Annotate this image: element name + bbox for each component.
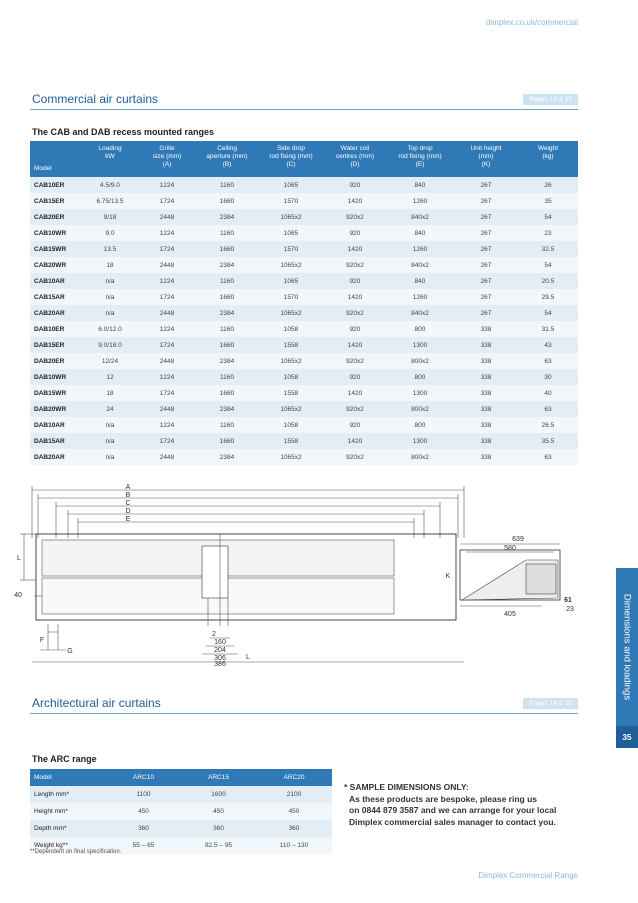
- value-cell: 54: [518, 257, 578, 273]
- arc-subtitle: The ARC range: [32, 754, 97, 764]
- footer-text: Dimplex Commercial Range: [478, 871, 578, 880]
- table-row: [30, 177, 578, 193]
- value-cell: 800x2: [386, 401, 454, 417]
- value-cell: 1260: [386, 193, 454, 209]
- value-cell: 1160: [196, 369, 258, 385]
- value-cell: 63: [518, 401, 578, 417]
- value-cell: 1065x2: [258, 353, 324, 369]
- section-title: Architectural air curtains: [32, 696, 161, 710]
- value-cell: 4.5/9.0: [82, 177, 138, 193]
- value-cell: 110 – 130: [256, 837, 332, 854]
- value-cell: 1660: [196, 193, 258, 209]
- value-cell: 1065x2: [258, 305, 324, 321]
- value-cell: 338: [454, 369, 518, 385]
- value-cell: 9/18: [82, 209, 138, 225]
- value-cell: 1420: [324, 193, 386, 209]
- model-cell: DAB15ER: [30, 337, 82, 353]
- value-cell: 63: [518, 449, 578, 465]
- value-cell: 20.5: [518, 273, 578, 289]
- value-cell: 55 – 65: [106, 837, 181, 854]
- value-cell: 1300: [386, 337, 454, 353]
- value-cell: 2448: [138, 353, 196, 369]
- column-header: ARC20: [256, 769, 332, 786]
- column-header: Model: [30, 141, 82, 177]
- sample-dimensions-note: [344, 782, 594, 828]
- value-cell: 1224: [138, 321, 196, 337]
- table-header-row: [30, 769, 332, 786]
- value-cell: 360: [256, 820, 332, 837]
- dim-l-bottom: L: [246, 654, 250, 661]
- value-cell: 2384: [196, 305, 258, 321]
- value-cell: 1058: [258, 321, 324, 337]
- value-cell: 1724: [138, 433, 196, 449]
- value-cell: 2448: [138, 257, 196, 273]
- table-row: [30, 321, 578, 337]
- value-cell: 63: [518, 353, 578, 369]
- value-cell: 1224: [138, 273, 196, 289]
- value-cell: 26: [518, 177, 578, 193]
- dim-a-label: A: [125, 484, 131, 491]
- value-cell: 32.5: [518, 241, 578, 257]
- value-cell: 1065x2: [258, 209, 324, 225]
- value-cell: 338: [454, 417, 518, 433]
- dimension-drawing: [10, 478, 590, 668]
- dim-2: 2: [212, 631, 216, 638]
- table-row: [30, 241, 578, 257]
- value-cell: 12/24: [82, 353, 138, 369]
- value-cell: 1058: [258, 369, 324, 385]
- value-cell: n/a: [82, 417, 138, 433]
- value-cell: 1600: [181, 786, 256, 803]
- value-cell: 920x2: [324, 353, 386, 369]
- value-cell: 35: [518, 193, 578, 209]
- row-label-cell: Depth mm*: [30, 820, 106, 837]
- value-cell: 13.5: [82, 241, 138, 257]
- dim-d-label: D: [125, 508, 131, 515]
- table-row: [30, 193, 578, 209]
- value-cell: 1420: [324, 385, 386, 401]
- value-cell: 920x2: [324, 449, 386, 465]
- value-cell: 35.5: [518, 433, 578, 449]
- value-cell: 267: [454, 225, 518, 241]
- value-cell: 800: [386, 417, 454, 433]
- value-cell: 360: [181, 820, 256, 837]
- value-cell: 2384: [196, 209, 258, 225]
- value-cell: 840: [386, 177, 454, 193]
- value-cell: 840x2: [386, 257, 454, 273]
- value-cell: 1065: [258, 177, 324, 193]
- value-cell: 920x2: [324, 257, 386, 273]
- value-cell: 26.5: [518, 417, 578, 433]
- column-header: Unit height (mm) (K): [454, 141, 518, 177]
- table-row: [30, 209, 578, 225]
- value-cell: 920: [324, 417, 386, 433]
- value-cell: 6.0/12.0: [82, 321, 138, 337]
- value-cell: 800: [386, 321, 454, 337]
- value-cell: 1160: [196, 273, 258, 289]
- table-row: [30, 433, 578, 449]
- value-cell: 2384: [196, 257, 258, 273]
- cab-dab-table: [30, 141, 578, 465]
- dim-k: K: [445, 573, 451, 580]
- dim-b-label: B: [125, 492, 131, 499]
- value-cell: 9.0: [82, 225, 138, 241]
- model-cell: DAB10ER: [30, 321, 82, 337]
- value-cell: 1558: [258, 385, 324, 401]
- table-row: [30, 449, 578, 465]
- value-cell: 1724: [138, 193, 196, 209]
- value-cell: 267: [454, 177, 518, 193]
- dim-386: 386: [214, 661, 226, 668]
- value-cell: 338: [454, 401, 518, 417]
- value-cell: 1065x2: [258, 257, 324, 273]
- value-cell: 1724: [138, 241, 196, 257]
- value-cell: 1420: [324, 289, 386, 305]
- value-cell: 800x2: [386, 449, 454, 465]
- table-header-row: [30, 141, 578, 177]
- value-cell: 840: [386, 225, 454, 241]
- dim-l-left: L: [17, 555, 21, 562]
- value-cell: 1724: [138, 289, 196, 305]
- model-cell: CAB20WR: [30, 257, 82, 273]
- value-cell: 2448: [138, 401, 196, 417]
- value-cell: 1224: [138, 225, 196, 241]
- site-url[interactable]: dimplex.co.uk/commercial: [485, 18, 578, 27]
- model-cell: CAB20AR: [30, 305, 82, 321]
- value-cell: 6.75/13.5: [82, 193, 138, 209]
- value-cell: 267: [454, 273, 518, 289]
- model-cell: CAB15ER: [30, 193, 82, 209]
- table-row: [30, 273, 578, 289]
- value-cell: 1300: [386, 433, 454, 449]
- dim-580: 580: [504, 545, 516, 552]
- value-cell: 1065x2: [258, 449, 324, 465]
- value-cell: 1420: [324, 241, 386, 257]
- model-cell: CAB10AR: [30, 273, 82, 289]
- value-cell: 2384: [196, 401, 258, 417]
- page-number: 35: [616, 726, 638, 748]
- value-cell: 1160: [196, 417, 258, 433]
- value-cell: 31.5: [518, 321, 578, 337]
- value-cell: 2448: [138, 305, 196, 321]
- value-cell: 1558: [258, 433, 324, 449]
- value-cell: 1660: [196, 385, 258, 401]
- cab-dab-subtitle: The CAB and DAB recess mounted ranges: [32, 127, 215, 137]
- value-cell: 1058: [258, 417, 324, 433]
- value-cell: 840x2: [386, 305, 454, 321]
- value-cell: n/a: [82, 289, 138, 305]
- value-cell: 54: [518, 305, 578, 321]
- table-row: [30, 401, 578, 417]
- value-cell: 2448: [138, 449, 196, 465]
- value-cell: 2384: [196, 353, 258, 369]
- value-cell: 54: [518, 209, 578, 225]
- value-cell: 1065x2: [258, 401, 324, 417]
- architectural-section-header: [30, 692, 578, 714]
- value-cell: 40: [518, 385, 578, 401]
- dim-g: G: [67, 648, 73, 655]
- value-cell: 1660: [196, 289, 258, 305]
- value-cell: 1420: [324, 337, 386, 353]
- dim-306: 306: [214, 655, 226, 662]
- column-header: Grille size (mm) (A): [138, 141, 196, 177]
- value-cell: 1224: [138, 417, 196, 433]
- arc-footnote: **Dependent on final specification.: [30, 849, 122, 855]
- value-cell: 1660: [196, 241, 258, 257]
- value-cell: 267: [454, 305, 518, 321]
- dim-f: F: [39, 637, 45, 644]
- value-cell: 1100: [106, 786, 181, 803]
- dim-23: 23: [566, 606, 574, 613]
- column-header: Weight (kg): [518, 141, 578, 177]
- table-row: [30, 385, 578, 401]
- table-row: [30, 820, 332, 837]
- section-title: Commercial air curtains: [32, 92, 159, 106]
- model-cell: DAB20AR: [30, 449, 82, 465]
- value-cell: 1065: [258, 225, 324, 241]
- value-cell: 920: [324, 273, 386, 289]
- value-cell: 2100: [256, 786, 332, 803]
- value-cell: 920: [324, 321, 386, 337]
- value-cell: 920x2: [324, 305, 386, 321]
- arc-table: [30, 769, 332, 854]
- value-cell: 1660: [196, 337, 258, 353]
- value-cell: 1570: [258, 193, 324, 209]
- value-cell: 840: [386, 273, 454, 289]
- table-row: [30, 305, 578, 321]
- model-cell: DAB15WR: [30, 385, 82, 401]
- value-cell: 338: [454, 321, 518, 337]
- model-cell: DAB20WR: [30, 401, 82, 417]
- value-cell: 23: [518, 225, 578, 241]
- value-cell: 12: [82, 369, 138, 385]
- value-cell: n/a: [82, 449, 138, 465]
- value-cell: 450: [181, 803, 256, 820]
- column-header: Ceiling aperture (mm) (B): [196, 141, 258, 177]
- column-header: Water coil centres (mm) (D): [324, 141, 386, 177]
- dim-40: 40: [14, 592, 22, 599]
- value-cell: n/a: [82, 273, 138, 289]
- dim-405: 405: [504, 611, 516, 618]
- value-cell: 29.5: [518, 289, 578, 305]
- value-cell: 338: [454, 337, 518, 353]
- dim-204: 204: [214, 647, 226, 654]
- side-tab: [616, 568, 638, 726]
- value-cell: 267: [454, 289, 518, 305]
- value-cell: 43: [518, 337, 578, 353]
- value-cell: 920x2: [324, 401, 386, 417]
- value-cell: 1260: [386, 289, 454, 305]
- value-cell: 338: [454, 385, 518, 401]
- model-cell: CAB20ER: [30, 209, 82, 225]
- value-cell: 840x2: [386, 209, 454, 225]
- table-row: [30, 417, 578, 433]
- column-header: Top drop rod fixing (mm) (E): [386, 141, 454, 177]
- commercial-section-header: [30, 88, 578, 110]
- value-cell: 1724: [138, 385, 196, 401]
- table-row: [30, 337, 578, 353]
- dim-61: 61: [564, 597, 572, 604]
- model-cell: DAB15AR: [30, 433, 82, 449]
- model-cell: CAB10ER: [30, 177, 82, 193]
- value-cell: 1724: [138, 337, 196, 353]
- value-cell: 338: [454, 433, 518, 449]
- model-cell: CAB15WR: [30, 241, 82, 257]
- value-cell: 338: [454, 449, 518, 465]
- pages-tag: Pages 13 & 17: [523, 94, 578, 105]
- column-header: Side drop rod fixing (mm) (C): [258, 141, 324, 177]
- model-cell: DAB10WR: [30, 369, 82, 385]
- model-cell: DAB20ER: [30, 353, 82, 369]
- sample-heading: * SAMPLE DIMENSIONS ONLY:: [344, 782, 469, 792]
- value-cell: 1160: [196, 225, 258, 241]
- value-cell: 920: [324, 225, 386, 241]
- value-cell: 800x2: [386, 353, 454, 369]
- column-header: ARC10: [106, 769, 181, 786]
- dim-e-label: E: [125, 516, 131, 523]
- value-cell: 1660: [196, 433, 258, 449]
- value-cell: 450: [106, 803, 181, 820]
- table-row: [30, 803, 332, 820]
- dim-160: 160: [214, 639, 226, 646]
- model-cell: CAB10WR: [30, 225, 82, 241]
- value-cell: 360: [106, 820, 181, 837]
- value-cell: 1558: [258, 337, 324, 353]
- row-label-cell: Weight kg**: [30, 837, 106, 854]
- model-cell: CAB15AR: [30, 289, 82, 305]
- dim-c-label: C: [125, 500, 131, 507]
- value-cell: 1260: [386, 241, 454, 257]
- table-row: [30, 353, 578, 369]
- table-row: [30, 369, 578, 385]
- dim-639: 639: [512, 536, 524, 543]
- value-cell: 1224: [138, 369, 196, 385]
- table-row: [30, 786, 332, 803]
- value-cell: 920: [324, 369, 386, 385]
- value-cell: 267: [454, 257, 518, 273]
- value-cell: 450: [256, 803, 332, 820]
- value-cell: 1300: [386, 385, 454, 401]
- value-cell: 1420: [324, 433, 386, 449]
- value-cell: 267: [454, 193, 518, 209]
- value-cell: 18: [82, 257, 138, 273]
- value-cell: n/a: [82, 305, 138, 321]
- pages-tag: Pages 14 & 15: [523, 698, 578, 709]
- column-header: Loading kW: [82, 141, 138, 177]
- row-label-cell: Height mm*: [30, 803, 106, 820]
- value-cell: 18: [82, 385, 138, 401]
- value-cell: 800: [386, 369, 454, 385]
- sample-line: Dimplex commercial sales manager to contact you.: [349, 816, 556, 827]
- value-cell: 1065: [258, 273, 324, 289]
- table-row: [30, 257, 578, 273]
- column-header: Model: [30, 769, 106, 786]
- value-cell: 920: [324, 177, 386, 193]
- value-cell: 1160: [196, 321, 258, 337]
- column-header: ARC15: [181, 769, 256, 786]
- value-cell: 1570: [258, 241, 324, 257]
- value-cell: 30: [518, 369, 578, 385]
- value-cell: 1224: [138, 177, 196, 193]
- sample-line: As these products are bespoke, please ring us: [349, 793, 538, 804]
- value-cell: 24: [82, 401, 138, 417]
- row-label-cell: Length mm*: [30, 786, 106, 803]
- value-cell: 920x2: [324, 209, 386, 225]
- value-cell: 1160: [196, 177, 258, 193]
- table-row: [30, 289, 578, 305]
- value-cell: 1570: [258, 289, 324, 305]
- value-cell: 2448: [138, 209, 196, 225]
- value-cell: 267: [454, 209, 518, 225]
- table-row: [30, 225, 578, 241]
- value-cell: 267: [454, 241, 518, 257]
- value-cell: 82.5 – 95: [181, 837, 256, 854]
- side-tab-label: Dimensions and loadings: [621, 593, 633, 701]
- value-cell: 338: [454, 353, 518, 369]
- value-cell: 9.0/18.0: [82, 337, 138, 353]
- value-cell: 2384: [196, 449, 258, 465]
- sample-line: on 0844 879 3587 and we can arrange for your local: [349, 805, 557, 815]
- model-cell: DAB10AR: [30, 417, 82, 433]
- value-cell: n/a: [82, 433, 138, 449]
